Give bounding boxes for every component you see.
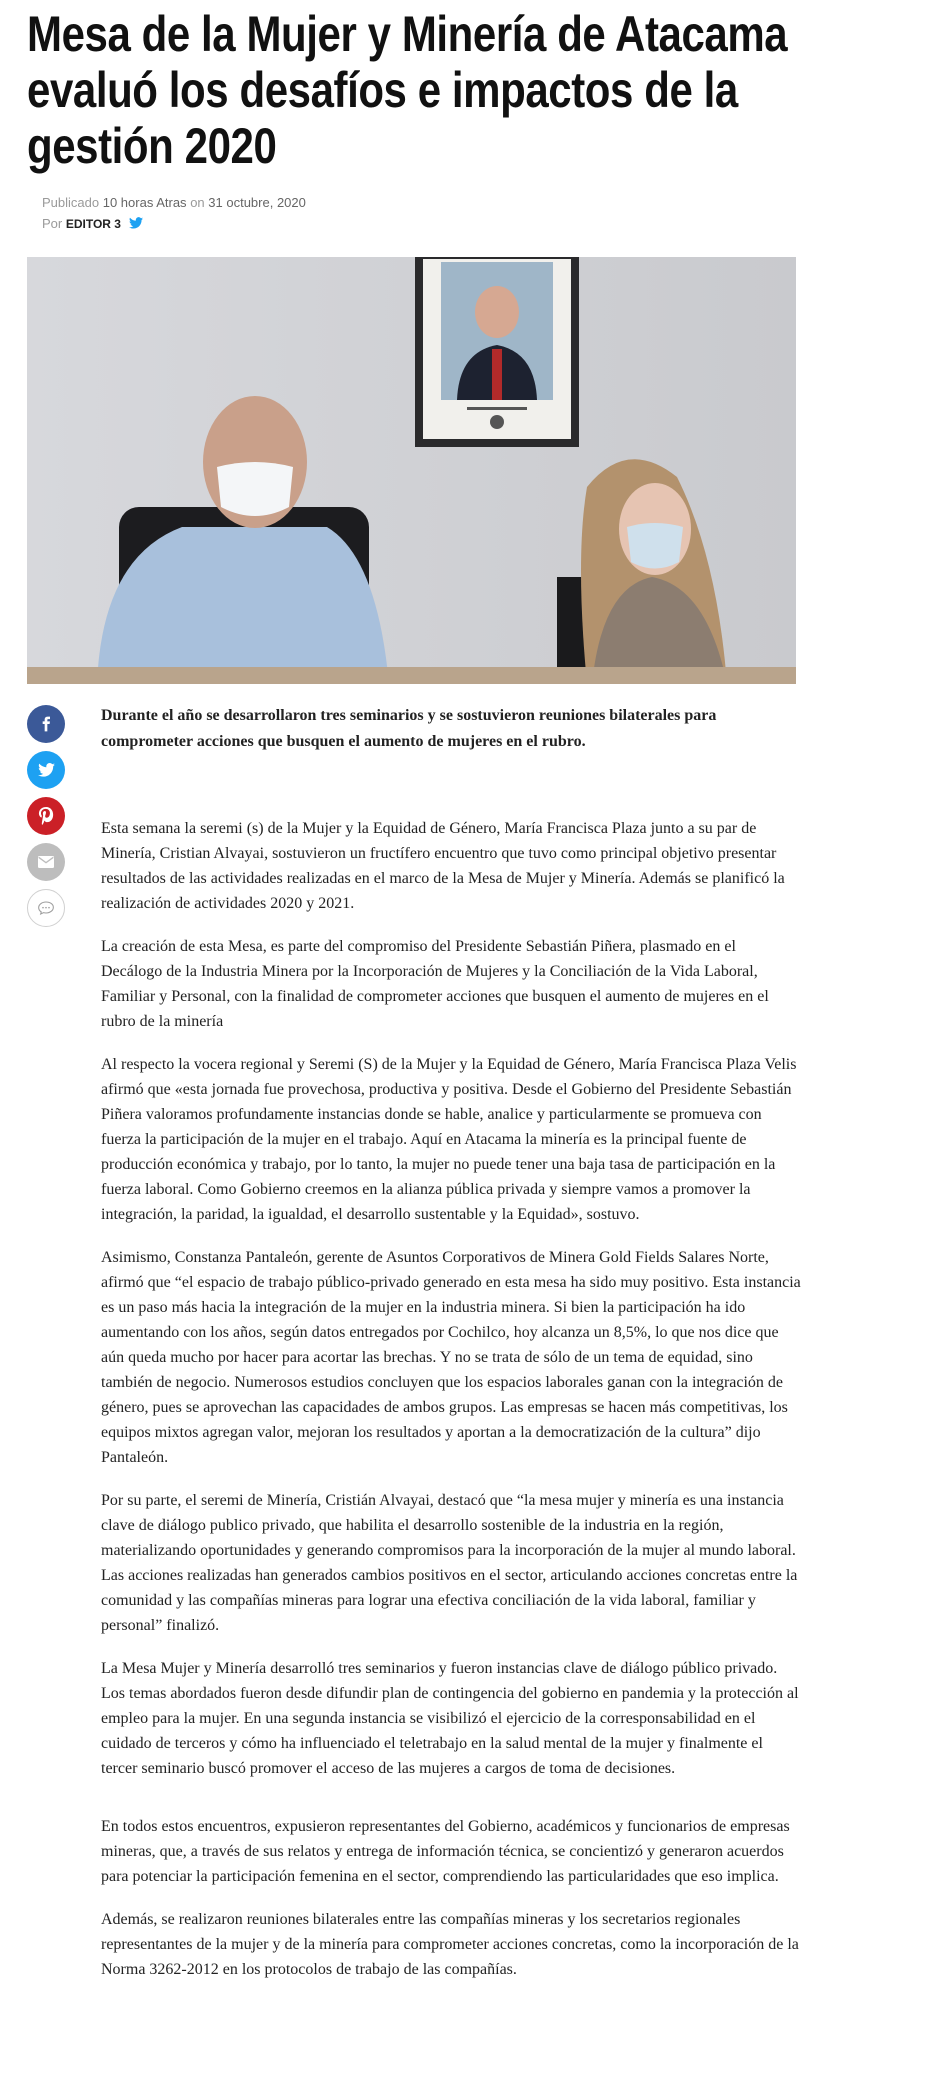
paragraph-6: La Mesa Mujer y Minería desarrolló tres seminarios y fueron instancias clave de diálogo público privado. Los temas abordados fueron desde difundir plan de contingencia del gobierno en pandemia y la protección al empleo para la mujer. En una segunda instancia se visibilizó el ejercicio de la corresponsabilidad en el cuidado de terceros y cómo ha influenciado el teletrabajo en la salud mental de la mujer y finalmente el tercer seminario buscó promover el acceso de las mujeres a cargos de toma de decisiones. — [101, 1660, 799, 1777]
article-title: Mesa de la Mujer y Minería de Atacama evaluó los desafíos e impactos de la gestión 2020 — [27, 6, 788, 174]
twitter-icon — [38, 763, 55, 777]
paragraph-3: Al respecto la vocera regional y Seremi (S) de la Mujer y la Equidad de Género, María Francisca Plaza Velis afirmó que «esta jornada fue provechosa, productiva y positiva. Desde el Gobierno del Presidente Sebastián Piñera valoramos profundamente instancias donde se hable, analice y particularmente se promueva con fuerza la participación de la mujer en el trabajo. Aquí en Atacama la minería es la principal fuente de producción económica y trabajo, por lo tanto, la mujer no puede tener una baja tasa de participación en la fuerza laboral. Como Gobierno creemos en la alianza pública privada y siempre vamos a promover la integración, la paridad, la igualdad, el desarrollo sustentable y la Equidad», sostuvo. — [101, 1056, 797, 1223]
pinterest-icon — [38, 807, 54, 825]
twitter-icon[interactable] — [129, 214, 143, 235]
published-prefix: Publicado — [42, 195, 100, 210]
on-word: on — [190, 195, 205, 210]
share-pinterest-button[interactable] — [27, 797, 65, 835]
comments-button[interactable] — [27, 889, 65, 927]
paragraph-2: La creación de esta Mesa, es parte del compromiso del Presidente Sebastián Piñera, plasmado en el Decálogo de la Industria Minera por la Incorporación de Mujeres y la Conciliación de la Vida Laboral, Familiar y Personal, con la finalidad de comprometer acciones que busquen el aumento de mujeres en el rubro de la minería — [101, 938, 769, 1030]
comment-icon — [38, 901, 54, 915]
article-lead: Durante el año se desarrollaron tres seminarios y se sostuvieron reuniones bilaterales para comprometer acciones que busquen el aumento de mujeres en el rubro. — [101, 707, 717, 750]
share-bar — [27, 705, 65, 935]
publish-date: 31 octubre, 2020 — [208, 195, 306, 210]
share-twitter-button[interactable] — [27, 751, 65, 789]
share-facebook-button[interactable] — [27, 705, 65, 743]
article-body — [101, 703, 801, 2000]
relative-time: 10 horas Atras — [102, 195, 187, 210]
byline — [42, 213, 542, 235]
article-photo — [27, 257, 796, 684]
by-word: Por — [42, 216, 63, 231]
article-meta — [42, 192, 542, 235]
share-email-button[interactable] — [27, 843, 65, 881]
publish-line — [42, 192, 542, 213]
paragraph-7: En todos estos encuentros, expusieron representantes del Gobierno, académicos y funcionarios de empresas mineras, que, a través de sus relatos y entrega de información técnica, se concientizó y generaron acuerdos para potenciar la participación femenina en el sector, comprendiendo las particularidades que eso implica. — [101, 1818, 790, 1885]
paragraph-5: Por su parte, el seremi de Minería, Cristián Alvayai, destacó que “la mesa mujer y minería es una instancia clave de diálogo publico privado, que habilita el desarrollo sostenible de la industria en la región, materializando oportunidades y generando compromisos para la incorporación de la mujer al mundo laboral. Las acciones realizadas han generados cambios positivos en el sector, articulando acciones concretas entre la comunidad y las compañías mineras para lograr una efectiva conciliación de la vida laboral, familiar y personal” finalizó. — [101, 1492, 798, 1634]
facebook-icon — [38, 716, 54, 732]
paragraph-8: Además, se realizaron reuniones bilaterales entre las compañías mineras y los secretarios regionales representantes de la mujer y de la minería para comprometer acciones concretas, como la incorporación de la Norma 3262-2012 en los protocolos de trabajo de las compañías. — [101, 1911, 799, 1978]
paragraph-1: Esta semana la seremi (s) de la Mujer y la Equidad de Género, María Francisca Plaza junto a su par de Minería, Cristian Alvayai, sostuvieron un fructífero encuentro que tuvo como principal objetivo presentar resultados de las actividades realizadas en el marco de la Mesa de Mujer y Minería. Además se planificó la realización de actividades 2020 y 2021. — [101, 820, 785, 912]
paragraph-4: Asimismo, Constanza Pantaleón, gerente de Asuntos Corporativos de Minera Gold Fields Salares Norte, afirmó que “el espacio de trabajo público-privado generado en esta mesa ha sido muy positivo. Esta instancia es un paso más hacia la integración de la mujer en la industria minera. Si bien la participación ha ido aumentando con los años, según datos entregados por Cochilco, hoy alcanza un 8,5%, lo que nos dice que aún queda mucho por hacer para acortar las brechas. Y no se trata de sólo de un tema de equidad, sino también de negocio. Numerosos estudios concluyen que los espacios laborales ganan con la integración de género, pues se aprovechan las capacidades de ambos grupos. Las empresas se hacen más competitivas, los equipos mixtos agregan valor, mejoran los resultados y aportan a la democratización de la cultura” dijo Pantaleón. — [101, 1249, 801, 1466]
envelope-icon — [38, 856, 54, 868]
author-link[interactable]: EDITOR 3 — [65, 217, 121, 231]
